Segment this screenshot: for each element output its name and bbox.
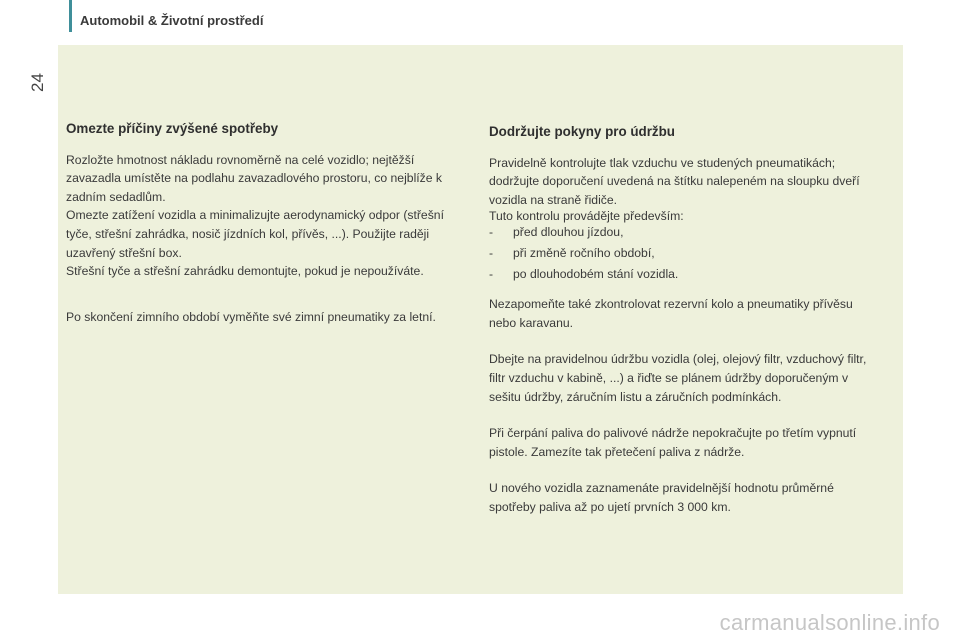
right-para5-line: spotřeby paliva až po ujetí prvních 3 000 km. bbox=[489, 499, 731, 514]
left-line: Střešní tyče a střešní zahrádku demontujte, pokud je nepoužíváte. bbox=[66, 264, 424, 279]
right-para4-line: Při čerpání paliva do palivové nádrže nepokračujte po třetím vypnutí bbox=[489, 426, 857, 441]
right-para5-line: U nového vozidla zaznamenáte pravidelnější hodnotu průměrné bbox=[489, 481, 834, 496]
bullet-item: - před dlouhou jízdou, bbox=[489, 223, 899, 242]
left-line: Rozložte hmotnost nákladu rovnoměrně na celé vozidlo; nejtěžší bbox=[66, 152, 415, 167]
right-column bbox=[489, 120, 899, 517]
right-para2-line: Nezapomeňte také zkontrolovat rezervní kolo a pneumatiky přívěsu bbox=[489, 297, 853, 312]
left-line: tyče, střešní zahrádka, nosič jízdních kol, přívěs, ...). Použijte raději bbox=[66, 226, 430, 241]
right-para3-line: Dbejte na pravidelnou údržbu vozidla (olej, olejový filtr, vzduchový filtr, bbox=[489, 352, 867, 367]
page-number-wrap bbox=[28, 68, 52, 98]
right-para3-line: filtr vzduchu v kabině, ...) a řiďte se plánem údržby doporučeným v bbox=[489, 370, 849, 385]
right-para4-line: pistole. Zamezíte tak přetečení paliva z nádrže. bbox=[489, 444, 745, 459]
bullet-item: - při změně ročního období, bbox=[489, 244, 899, 263]
left-heading: Omezte příčiny zvýšené spotřeby bbox=[66, 121, 279, 136]
left-line: uzavřený střešní box. bbox=[66, 245, 182, 260]
right-intro-line: dodržujte doporučení uvedená na štítku nalepeném na sloupku dveří bbox=[489, 174, 860, 189]
section-title: Automobil & Životní prostředí bbox=[80, 13, 264, 28]
left-line: zadním sedadlům. bbox=[66, 189, 166, 204]
left-line: zavazadla umístěte na podlahu zavazadlového prostoru, co nejblíže k bbox=[66, 171, 443, 186]
left-line: Omezte zatížení vozidla a minimalizujte aerodynamický odpor (střešní bbox=[66, 208, 444, 223]
header-accent-bar bbox=[69, 0, 72, 32]
right-intro-line: Tuto kontrolu provádějte především: bbox=[489, 209, 684, 224]
left-column bbox=[66, 120, 476, 326]
right-heading: Dodržujte pokyny pro údržbu bbox=[489, 124, 675, 139]
right-para3-line: sešitu údržby, záručním listu a záručních podmínkách. bbox=[489, 389, 782, 404]
right-intro-line: Pravidelně kontrolujte tlak vzduchu ve studených pneumatikách; bbox=[489, 155, 836, 170]
bullet-text: při změně ročního období, bbox=[513, 245, 655, 260]
watermark: carmanualsonline.info bbox=[719, 610, 940, 635]
right-intro-line: vozidla na straně řidiče. bbox=[489, 192, 618, 207]
left-note: Po skončení zimního období vyměňte své zimní pneumatiky za letní. bbox=[66, 309, 436, 324]
bullet-text: před dlouhou jízdou, bbox=[513, 225, 624, 240]
bullet-item: - po dlouhodobém stání vozidla. bbox=[489, 265, 899, 284]
right-para2-line: nebo karavanu. bbox=[489, 315, 574, 330]
bullet-text: po dlouhodobém stání vozidla. bbox=[513, 266, 679, 281]
page-number: 24 bbox=[28, 73, 47, 92]
